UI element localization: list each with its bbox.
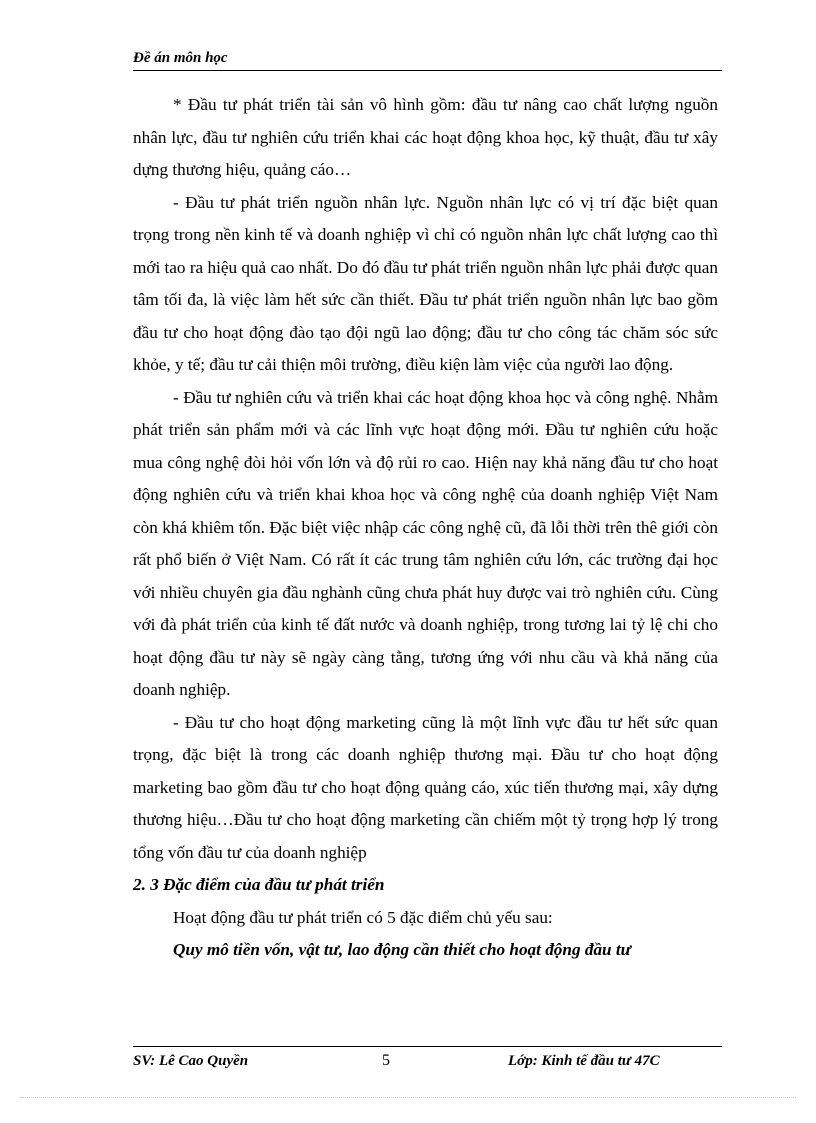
page-footer xyxy=(133,1046,722,1077)
paragraph-intangible-assets: * Đầu tư phát triển tài sản vô hình gồm: đầu tư nâng cao chất lượng nguồn nhân lực, đầu tư nghiên cứu triển khai các hoạt động khoa học, kỹ thuật, đầu tư xây dựng thương hiệu, quảng cáo… xyxy=(133,95,718,179)
page-header xyxy=(133,48,722,71)
footer-class: Lớp: Kinh tế đầu tư 47C xyxy=(508,1053,660,1069)
paragraph-research-development: - Đầu tư nghiên cứu và triển khai các hoạt động khoa học và công nghệ. Nhằm phát triển sản phẩm mới và các lĩnh vực hoạt động mới. Đầu tư nghiên cứu hoặc mua công nghệ đòi hỏi vốn lớn và độ rủi ro cao. Hiện nay khả năng đầu tư cho hoạt động nghiên cứu và triển khai khoa học và công nghệ của doanh nghiệp Việt Nam còn khá khiêm tốn. Đặc biệt việc nhập các công nghệ cũ, đã lỗi thời trên thê giới còn rất phổ biến ở Việt Nam. Có rất ít các trung tâm nghiên cứu lớn, các trường đại học với nhiều chuyên gia đầu nghành cũng chưa phát huy được vai trò nghiên cứu. Cùng với đà phát triển của kinh tế đất nước và doanh nghiệp, trong tương lai tỷ lệ chi cho hoạt động đầu tư này sẽ ngày càng tằng, tương ứng với nhu cầu và khả năng của doanh nghiệp. xyxy=(133,387,718,699)
section-subheading: Quy mô tiền vốn, vật tư, lao động cần thiết cho hoạt động đầu tư xyxy=(173,940,631,959)
page-number: 5 xyxy=(382,1052,390,1069)
section-intro: Hoạt động đầu tư phát triển có 5 đặc điểm chủ yếu sau: xyxy=(173,907,553,927)
page-edge-divider xyxy=(20,1097,796,1098)
paragraph-human-resources: - Đầu tư phát triển nguồn nhân lực. Nguồn nhân lực có vị trí đặc biệt quan trọng trong nền kinh tế và doanh nghiệp vì chỉ có nguồn nhân lực chất lượng cao thì mới tao ra hiệu quả cao nhất. Do đó đầu tư phát triển nguồn nhân lực phải được quan tâm tối đa, là việc làm hết sức cần thiết. Đầu tư phát triển nguồn nhân lực bao gồm đầu tư cho hoạt động đào tạo đội ngũ lao động; đầu tư cho công tác chăm sóc sức khỏe, y tế; đầu tư cải thiện môi trường, điều kiện làm việc của người lao động. xyxy=(133,192,718,374)
header-title: Đề án môn học xyxy=(133,50,228,66)
section-heading: 2. 3 Đặc điểm của đầu tư phát triển xyxy=(133,875,385,894)
document-body xyxy=(133,89,718,967)
paragraph-marketing: - Đầu tư cho hoạt động marketing cũng là một lĩnh vực đầu tư hết sức quan trọng, đặc biệt là trong các doanh nghiệp thương mại. Đầu tư cho hoạt động marketing bao gồm đầu tư cho hoạt động quảng cáo, xúc tiến thương mại, xây dựng thương hiệu…Đầu tư cho hoạt động marketing cần chiếm một tỷ trọng hợp lý trong tổng vốn đầu tư của doanh nghiệp xyxy=(133,712,718,862)
footer-author: SV: Lê Cao Quyền xyxy=(133,1053,249,1069)
